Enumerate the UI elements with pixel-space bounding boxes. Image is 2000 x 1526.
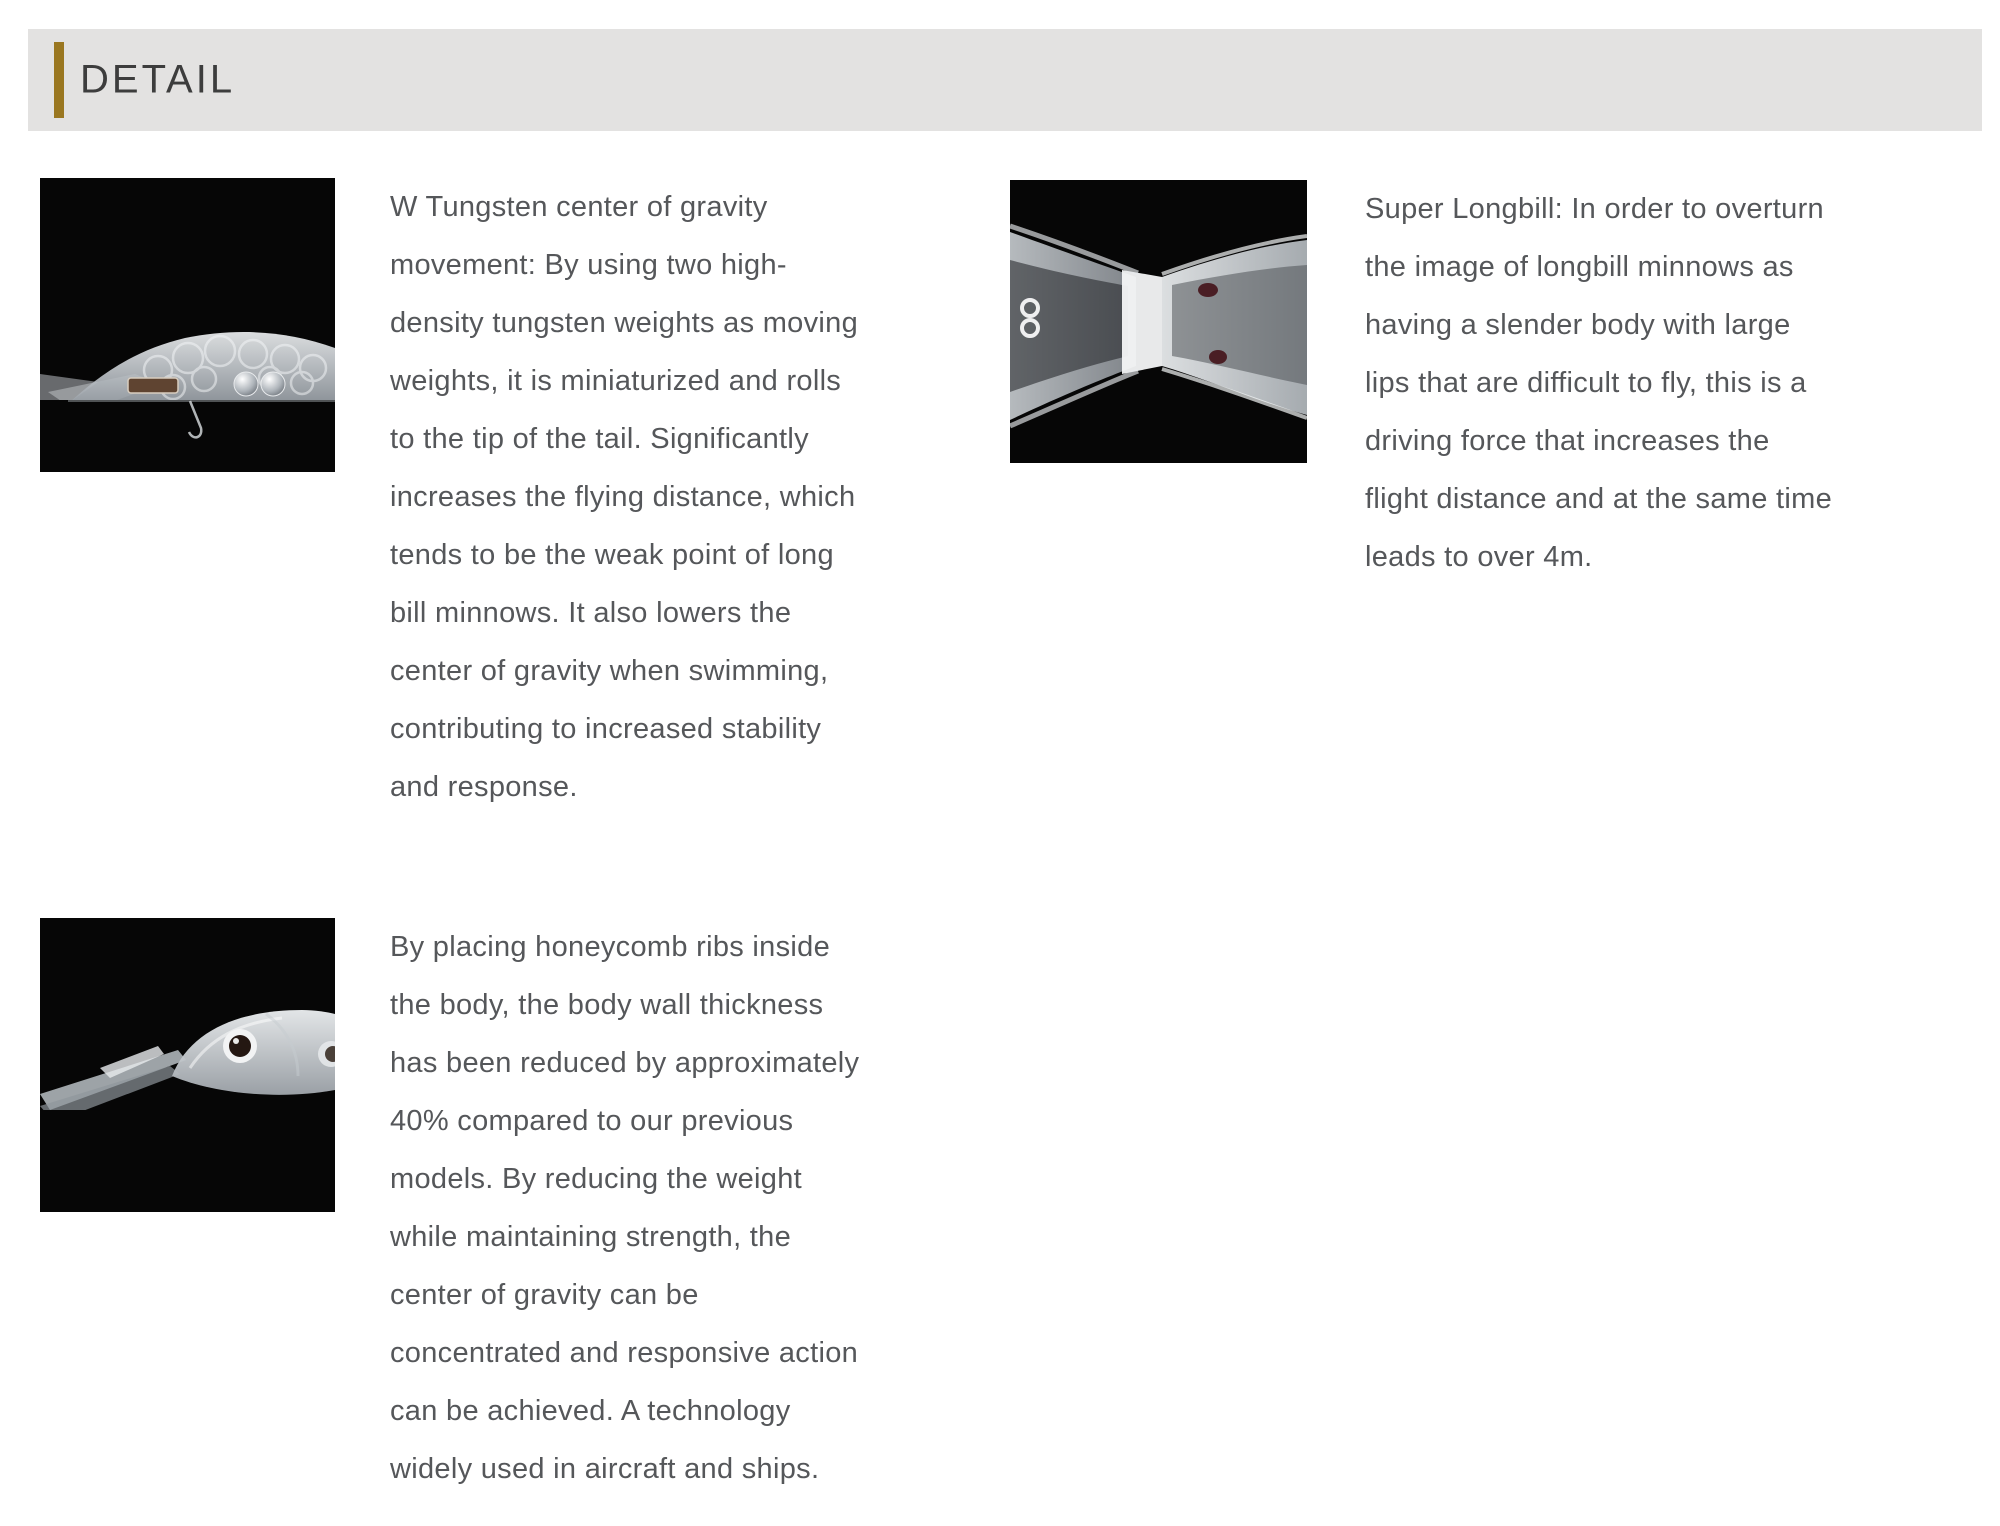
text-line: center of gravity can be xyxy=(390,1279,699,1311)
text-line: increases the flying distance, which xyxy=(390,481,856,513)
text-line: having a slender body with large xyxy=(1365,309,1791,341)
text-line: contributing to increased stability xyxy=(390,713,822,745)
feature-text-tungsten xyxy=(390,178,995,816)
text-line: W Tungsten center of gravity xyxy=(390,191,768,223)
text-line: center of gravity when swimming, xyxy=(390,655,829,687)
feature-block-tungsten xyxy=(40,178,995,816)
text-line: leads to over 4m. xyxy=(1365,541,1593,573)
text-line: while maintaining strength, the xyxy=(390,1221,792,1253)
feature-block-longbill xyxy=(1010,180,1970,586)
text-line: weights, it is miniaturized and rolls xyxy=(390,365,842,397)
text-line: driving force that increases the xyxy=(1365,425,1770,457)
feature-block-honeycomb xyxy=(40,918,995,1498)
text-line: models. By reducing the weight xyxy=(390,1163,802,1195)
text-line: and response. xyxy=(390,771,578,803)
text-line: widely used in aircraft and ships. xyxy=(390,1453,820,1485)
lure-head-bill-image xyxy=(40,918,335,1212)
accent-bar xyxy=(54,42,64,118)
lure-top-view-image xyxy=(1010,180,1307,463)
text-line: can be achieved. A technology xyxy=(390,1395,791,1427)
text-line: lips that are difficult to fly, this is a xyxy=(1365,367,1807,399)
feature-text-honeycomb xyxy=(390,918,995,1498)
lure-side-tungsten-image xyxy=(40,178,335,472)
text-line: 40% compared to our previous xyxy=(390,1105,794,1137)
text-line: tends to be the weak point of long xyxy=(390,539,834,571)
text-line: bill minnows. It also lowers the xyxy=(390,597,792,629)
feature-photo-longbill xyxy=(1010,180,1307,463)
page-title: DETAIL xyxy=(80,57,236,102)
text-line: Super Longbill: In order to overturn xyxy=(1365,193,1824,225)
text-line: movement: By using two high- xyxy=(390,249,787,281)
text-line: concentrated and responsive action xyxy=(390,1337,859,1369)
text-line: By placing honeycomb ribs inside xyxy=(390,931,830,963)
text-line: the body, the body wall thickness xyxy=(390,989,824,1021)
feature-photo-tungsten xyxy=(40,178,335,472)
text-line: has been reduced by approximately xyxy=(390,1047,860,1079)
feature-photo-honeycomb xyxy=(40,918,335,1212)
text-line: flight distance and at the same time xyxy=(1365,483,1832,515)
text-line: to the tip of the tail. Significantly xyxy=(390,423,809,455)
text-line: density tungsten weights as moving xyxy=(390,307,859,339)
feature-text-longbill xyxy=(1365,180,1970,586)
text-line: the image of longbill minnows as xyxy=(1365,251,1794,283)
detail-section-header xyxy=(28,29,1982,131)
